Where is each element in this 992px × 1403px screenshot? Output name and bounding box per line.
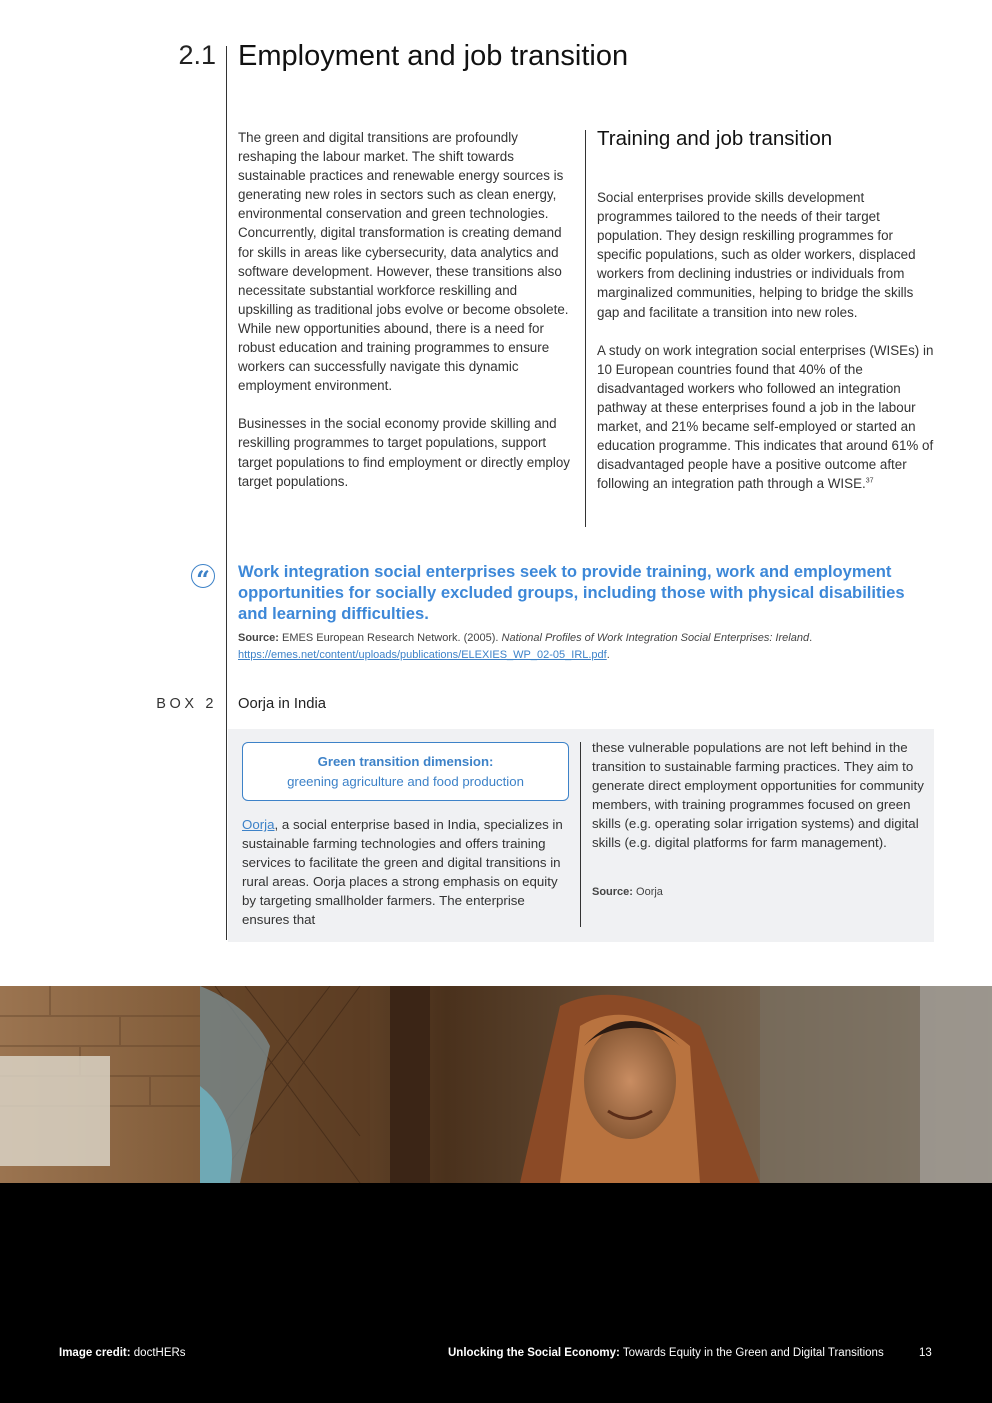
quote-icon: “ (191, 564, 215, 588)
document-title-sub: Towards Equity in the Green and Digital Transitions (622, 1347, 884, 1359)
right-column (597, 126, 935, 512)
study-text: A study on work integration social enterprises (WISEs) in 10 European countries found that 40% of the disadvantaged workers who followed an integration pathway at these enterprises found a job in the labour market, and 21% became self-employed or started an education programme. This indicates that around 61% of disadvantaged people have a positive outcome after following an integration path through a WISE. (597, 342, 934, 492)
box-left-text (242, 815, 567, 930)
box-label: BOX 2 (156, 696, 217, 712)
photo-illustration (0, 986, 992, 1183)
page-number: 13 (919, 1347, 932, 1359)
right-paragraph-1: Social enterprises provide skills development programmes tailored to the needs of their target population. They design reskilling programmes for specific populations, such as older workers, displaced workers from declining industries or individuals from marginalized communities, helping to bridge the skills gap and facilitate a transition into new roles. (597, 190, 916, 320)
section-divider (226, 46, 227, 940)
footnote-ref[interactable]: 37 (865, 477, 874, 485)
box-title: Oorja in India (238, 696, 327, 712)
box-source-label: Source: (592, 886, 633, 898)
section-title: Employment and job transition (238, 40, 629, 72)
image-credit-value: doctHERs (133, 1347, 186, 1359)
document-title (448, 1347, 884, 1359)
box-left-body: , a social enterprise based in India, specializes in sustainable farming technologies and offers training services to facilitate the green and digital transitions in rural areas. Oorja places a strong emphasis on equity by targeting smallholder farmers. The enterprise ensures that (242, 817, 563, 928)
box-source-value: Oorja (636, 886, 663, 898)
left-column (238, 128, 573, 510)
section-number: 2.1 (178, 40, 216, 70)
quote-source-label: Source: (238, 632, 279, 644)
right-paragraph-2 (597, 341, 935, 494)
quote-source-title: National Profiles of Work Integration Social Enterprises: Ireland (501, 632, 810, 644)
quote-source-link[interactable]: https://emes.net/content/uploads/publications/ELEXIES_WP_02-05_IRL.pdf (238, 649, 607, 661)
dimension-box (242, 742, 569, 801)
oorja-link[interactable]: Oorja (242, 817, 275, 832)
quote-source: Source: EMES European Research Network. (2005). National Profiles of Work Integration Social Enterprises: Ireland. https://emes.net/content/uploads/publications/ELEXIES_WP_02-05_IRL.pdf. (238, 632, 813, 661)
dimension-value: greening agriculture and food production (287, 773, 524, 789)
photo-woman-smiling (0, 986, 992, 1183)
quote-source-end: . (606, 649, 610, 661)
box-source (592, 886, 663, 898)
left-paragraph-2: Businesses in the social economy provide skilling and reskilling programmes to target populations, support target populations to find employment or directly employ target populations. (238, 416, 570, 489)
footer-band (0, 1183, 992, 1403)
dimension-label: Green transition dimension: (317, 754, 494, 769)
image-credit (59, 1347, 186, 1359)
box-right-text: these vulnerable populations are not left behind in the transition to sustainable farming practices. They aim to generate direct employment opportunities for community members, with training programmes focused on green skills (e.g. operating solar irrigation systems) and digital skills (e.g. digital platforms for farm management). (592, 740, 924, 851)
document-title-main: Unlocking the Social Economy: (448, 1347, 620, 1359)
box-column-divider (580, 742, 581, 927)
left-paragraph-1: The green and digital transitions are profoundly reshaping the labour market. The shift towards sustainable practices and renewable energy sources is generating new roles in sectors such as clean energy, environmental conservation and green technologies. Concurrently, digital transformation is creating demand for skills in areas like cybersecurity, data analytics and software development. However, these transitions also necessitate substantial workforce reskilling and upskilling as traditional jobs evolve or become obsolete. While new opportunities abound, there is a need for robust education and training programmes to ensure workers can successfully navigate this dynamic employment environment. (238, 130, 569, 394)
column-divider (585, 130, 586, 527)
quote-source-text: EMES European Research Network. (2005). (282, 632, 499, 644)
pull-quote: Work integration social enterprises seek to provide training, work and employment opportunities for socially excluded groups, including those with physical disabilities and learning difficulties. (238, 562, 905, 624)
image-credit-label: Image credit: (59, 1347, 131, 1359)
subsection-heading: Training and job transition (597, 127, 833, 150)
